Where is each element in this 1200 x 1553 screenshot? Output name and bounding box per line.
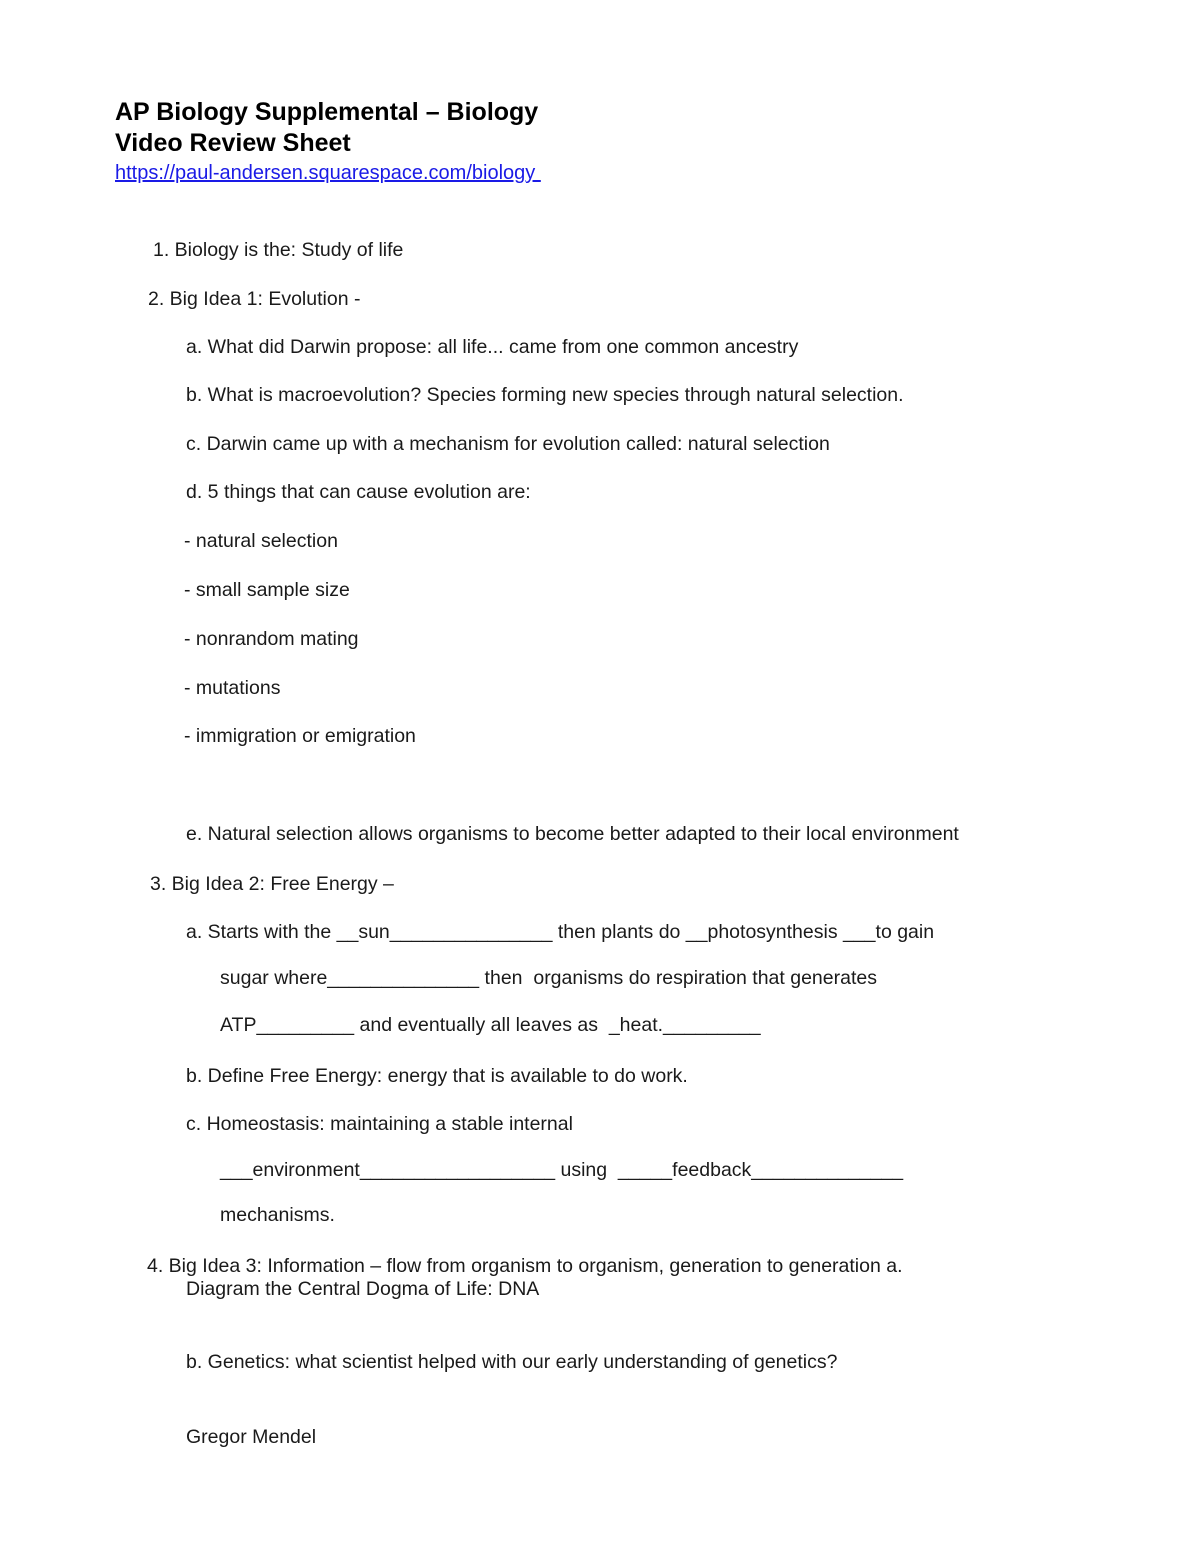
question-2c: c. Darwin came up with a mechanism for evolution called: natural selection (186, 433, 830, 455)
question-3a-line-1: a. Starts with the __sun_______________ then plants do __photosynthesis ___to gain (186, 921, 935, 943)
question-3b: b. Define Free Energy: energy that is available to do work. (186, 1065, 688, 1087)
question-3a-line-2: sugar where______________ then organisms do respiration that generates (220, 967, 877, 989)
question-4a: Diagram the Central Dogma of Life: DNA (186, 1278, 540, 1300)
question-4-heading: 4. Big Idea 3: Information – flow from organism to organism, generation to generation a. (147, 1255, 903, 1277)
reference-link[interactable]: https://paul-andersen.squarespace.com/biology (115, 162, 541, 184)
question-2e: e. Natural selection allows organisms to become better adapted to their local environment (186, 823, 959, 845)
question-2a: a. What did Darwin propose: all life... came from one common ancestry (186, 336, 799, 358)
document-subtitle: Video Review Sheet (115, 129, 351, 157)
question-4b-answer: Gregor Mendel (186, 1426, 317, 1448)
document-title: AP Biology Supplemental – Biology (115, 98, 539, 126)
question-3-heading: 3. Big Idea 2: Free Energy – (150, 873, 394, 895)
list-item: - immigration or emigration (184, 725, 416, 747)
list-item: - small sample size (184, 579, 350, 601)
question-4b: b. Genetics: what scientist helped with our early understanding of genetics? (186, 1351, 838, 1373)
list-item: - mutations (184, 677, 281, 699)
question-1: 1. Biology is the: Study of life (153, 239, 404, 261)
question-3c-line-3: mechanisms. (220, 1204, 335, 1226)
question-3c-line-2: ___environment__________________ using _____feedback______________ (220, 1159, 904, 1181)
list-item: - nonrandom mating (184, 628, 359, 650)
question-2b: b. What is macroevolution? Species forming new species through natural selection. (186, 384, 904, 406)
question-3c-line-1: c. Homeostasis: maintaining a stable internal (186, 1113, 573, 1135)
question-3a-line-3: ATP_________ and eventually all leaves as _heat._________ (220, 1014, 761, 1036)
list-item: - natural selection (184, 530, 338, 552)
question-2-heading: 2. Big Idea 1: Evolution - (148, 288, 361, 310)
question-2d: d. 5 things that can cause evolution are: (186, 481, 531, 503)
